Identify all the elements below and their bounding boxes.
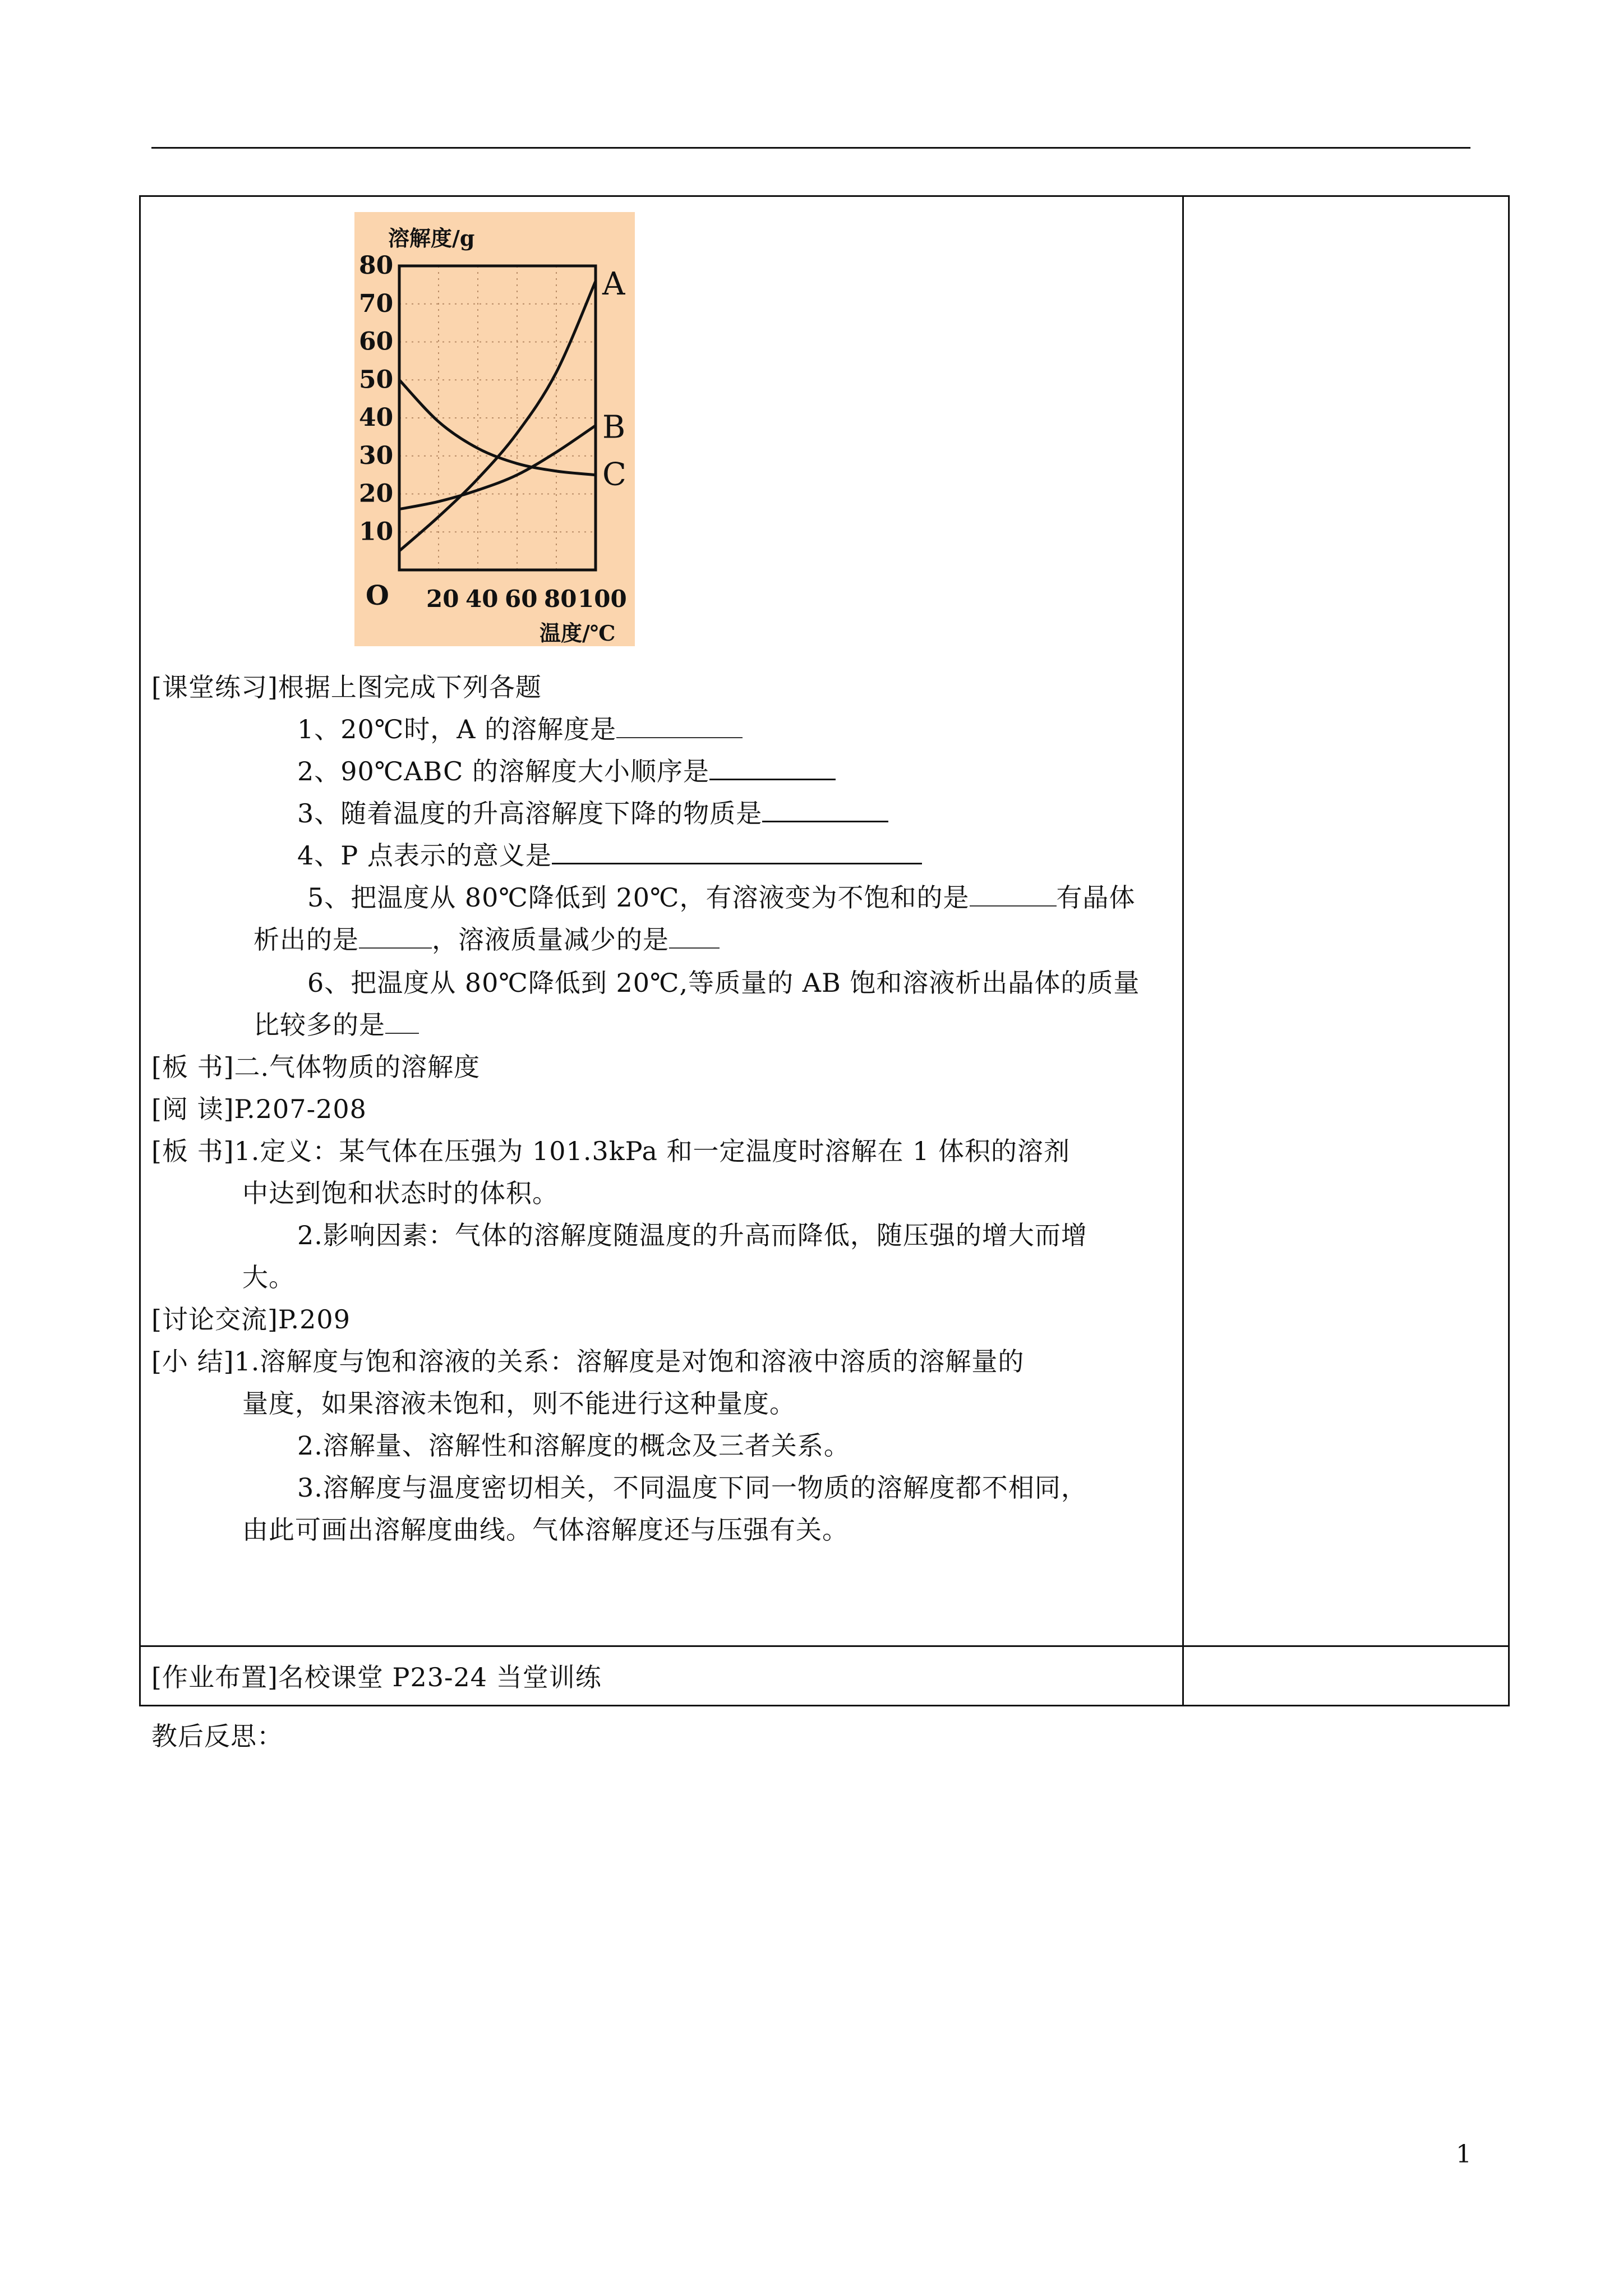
- y-tick-label: 50: [359, 365, 394, 394]
- answer-blank-4[interactable]: [552, 840, 922, 864]
- discussion-pages: P.209: [278, 1304, 351, 1335]
- answer-blank-5c[interactable]: [669, 925, 720, 949]
- summary-line-1a: 1.溶解度与饱和溶液的关系：溶解度是对饱和溶液中溶质的溶解量的: [234, 1346, 1025, 1377]
- y-tick-label: 10: [359, 517, 394, 546]
- question-2: [297, 754, 836, 788]
- reading-label: [阅 读]: [151, 1094, 234, 1124]
- discussion-label: [讨论交流]: [151, 1304, 278, 1335]
- x-axis-label: 温度/℃: [540, 620, 616, 646]
- series-label-a: A: [602, 266, 625, 303]
- x-tick-label: 40: [465, 585, 499, 613]
- series-line-b: [399, 426, 596, 509]
- solubility-chart-svg: [354, 212, 635, 646]
- x-tick-label: 80: [544, 585, 577, 613]
- question-5-text-c: 析出的是: [253, 924, 359, 955]
- board-note-1: [151, 1050, 480, 1084]
- y-tick-label: 70: [359, 289, 394, 318]
- question-4: [297, 839, 922, 872]
- discussion-note: [151, 1303, 351, 1336]
- question-5-text-d: ，溶液质量减少的是: [432, 924, 669, 955]
- question-5-text-a: 5、把温度从 80℃降低到 20℃，有溶液变为不饱和的是: [307, 882, 970, 913]
- series-label-b: B: [602, 409, 626, 446]
- solubility-chart: [354, 212, 635, 646]
- board-text-1: 二.气体物质的溶解度: [234, 1052, 481, 1082]
- answer-blank-2[interactable]: [709, 756, 836, 780]
- summary-line-1b: 量度，如果溶液未饱和，则不能进行这种量度。: [242, 1388, 796, 1419]
- x-tick-label: 100: [578, 585, 627, 613]
- y-tick-label: 80: [359, 251, 394, 280]
- x-tick-label: 20: [426, 585, 459, 613]
- question-1-text: 1、20℃时，A 的溶解度是: [297, 714, 617, 744]
- table-row-divider: [139, 1645, 1510, 1647]
- answer-blank-1[interactable]: [616, 715, 743, 738]
- board-label-2: [板 书]: [151, 1136, 234, 1166]
- series-line-a: [399, 281, 596, 551]
- page-number: 1: [1456, 2140, 1472, 2169]
- summary-line-2: 2.溶解量、溶解性和溶解度的概念及三者关系。: [297, 1430, 850, 1461]
- header-rule: [151, 147, 1470, 149]
- answer-blank-3[interactable]: [762, 798, 888, 822]
- x-tick-label: 60: [505, 585, 538, 613]
- series-label-c: C: [602, 456, 626, 493]
- y-tick-label: 40: [359, 403, 394, 432]
- question-3-text: 3、随着温度的升高溶解度下降的物质是: [297, 798, 763, 829]
- answer-blank-5a[interactable]: [970, 883, 1057, 907]
- answer-blank-5b[interactable]: [359, 925, 432, 949]
- answer-blank-6[interactable]: [385, 1010, 419, 1034]
- question-2-text: 2、90℃ABC 的溶解度大小顺序是: [297, 756, 709, 786]
- question-6-text-b: 比较多的是: [253, 1010, 385, 1040]
- reading-note: [151, 1092, 367, 1126]
- board-note-2: [151, 1134, 1070, 1168]
- question-5: [307, 881, 1136, 914]
- question-3: [297, 797, 888, 830]
- question-5-text-b: 有晶体: [1056, 882, 1136, 913]
- table-column-divider: [1182, 195, 1184, 1706]
- y-axis-label: 溶解度/g: [388, 226, 475, 251]
- factors-line-1: 2.影响因素：气体的溶解度随温度的升高而降低，随压强的增大而增: [297, 1220, 1087, 1250]
- teaching-reflection-label: 教后反思：: [151, 1721, 283, 1751]
- homework-assignment: [作业布置]名校课堂 P23-24 当堂训练: [151, 1662, 602, 1692]
- reading-pages: P.207-208: [234, 1094, 367, 1124]
- definition-line-2: 中达到饱和状态时的体积。: [242, 1178, 559, 1208]
- summary-line-3a: 3.溶解度与温度密切相关，不同温度下同一物质的溶解度都不相同，: [297, 1473, 1087, 1503]
- summary-label: [小 结]: [151, 1346, 234, 1377]
- y-tick-label: 30: [359, 441, 394, 470]
- y-tick-label: 60: [359, 327, 394, 356]
- y-tick-label: 20: [359, 479, 394, 508]
- practice-heading: [课堂练习]根据上图完成下列各题: [151, 672, 542, 702]
- question-1: [297, 712, 743, 746]
- summary-line-3b: 由此可画出溶解度曲线。气体溶解度还与压强有关。: [242, 1515, 849, 1545]
- factors-line-2: 大。: [242, 1262, 295, 1292]
- origin-label: O: [366, 580, 389, 611]
- question-5-cont: [253, 923, 720, 956]
- question-4-text: 4、P 点表示的意义是: [297, 840, 552, 871]
- board-label-1: [板 书]: [151, 1052, 234, 1082]
- question-6-cont: [253, 1008, 419, 1042]
- question-6: 6、把温度从 80℃降低到 20℃,等质量的 AB 饱和溶液析出晶体的质量: [307, 968, 1140, 998]
- series-line-c: [399, 380, 596, 475]
- definition-line-1: 1.定义：某气体在压强为 101.3kPa 和一定温度时溶解在 1 体积的溶剂: [234, 1136, 1071, 1166]
- summary-note: [151, 1345, 1024, 1378]
